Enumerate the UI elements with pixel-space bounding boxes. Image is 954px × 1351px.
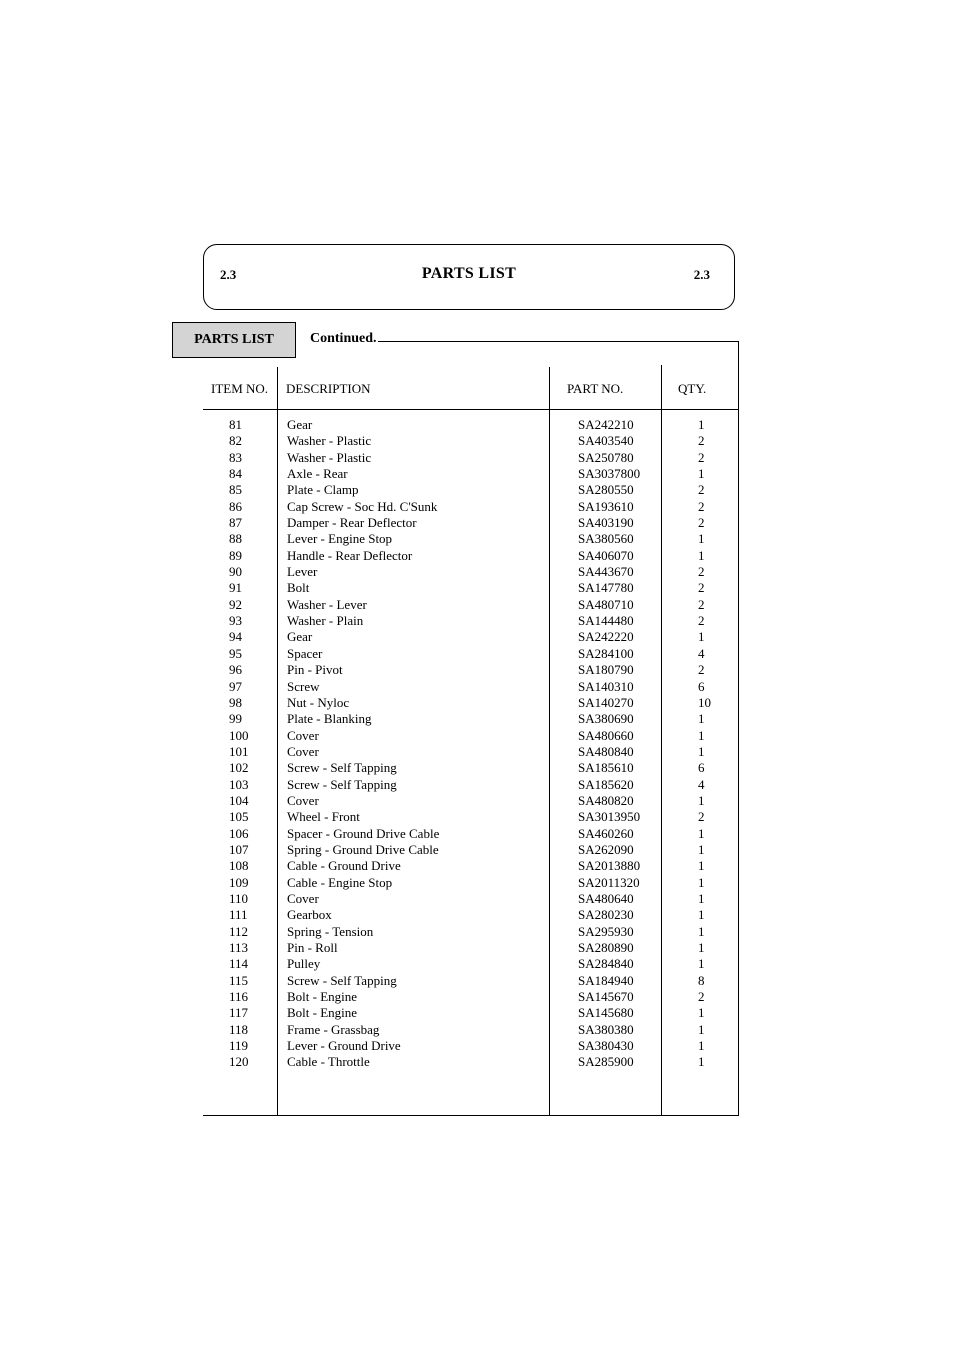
- qty-cell: 1: [698, 531, 705, 547]
- qty-cell: 1: [698, 711, 705, 727]
- description-cell: Plate - Blanking: [287, 711, 372, 727]
- qty-cell: 1: [698, 547, 705, 563]
- part-no-cell: SA2011320: [578, 874, 640, 890]
- item-no-cell: 106: [229, 825, 249, 841]
- item-no-cell: 88: [229, 531, 242, 547]
- part-no-cell: SA144480: [578, 613, 634, 629]
- item-no-cell: 115: [229, 972, 249, 988]
- qty-cell: 1: [698, 1005, 705, 1021]
- part-no-cell: SA480660: [578, 727, 634, 743]
- description-cell: Spacer: [287, 645, 323, 661]
- table-top-rule: [378, 341, 738, 342]
- item-no-cell: 82: [229, 433, 242, 449]
- qty-cell: 1: [698, 841, 705, 857]
- part-no-cell: SA184940: [578, 972, 634, 988]
- qty-cell: 1: [698, 727, 705, 743]
- table-row: [0, 613, 954, 629]
- description-cell: Axle - Rear: [287, 466, 348, 482]
- column-header-description: DESCRIPTION: [286, 381, 371, 396]
- item-no-cell: 90: [229, 564, 242, 580]
- table-row: [0, 858, 954, 874]
- section-header-box: [203, 244, 735, 310]
- description-cell: Pin - Roll: [287, 940, 338, 955]
- item-no-cell: 102: [229, 760, 249, 776]
- part-no-cell: SA3037800: [578, 466, 641, 482]
- table-row: [0, 629, 954, 645]
- part-no-cell: SA280230: [578, 907, 634, 923]
- item-no-cell: 113: [229, 940, 249, 955]
- part-no-cell: SA295930: [578, 923, 634, 939]
- table-row: [0, 564, 954, 580]
- table-row: [0, 417, 954, 433]
- qty-cell: 1: [698, 629, 705, 645]
- description-cell: Spring - Tension: [287, 923, 374, 939]
- description-cell: Damper - Rear Deflector: [287, 515, 417, 531]
- description-cell: Washer - Lever: [287, 596, 367, 612]
- description-cell: Cap Screw - Soc Hd. C'Sunk: [287, 498, 438, 514]
- qty-cell: 1: [698, 874, 705, 890]
- item-no-cell: 107: [229, 841, 249, 857]
- part-no-cell: SA285900: [578, 1054, 634, 1070]
- table-bottom-rule: [203, 1115, 739, 1116]
- item-no-cell: 116: [229, 989, 249, 1005]
- table-row: [0, 597, 954, 613]
- part-no-cell: SA3013950: [578, 809, 641, 825]
- description-cell: Screw - Self Tapping: [287, 760, 397, 776]
- table-row: [0, 1038, 954, 1054]
- item-no-cell: 83: [229, 449, 242, 465]
- item-no-cell: 94: [229, 629, 242, 645]
- qty-cell: 2: [698, 433, 705, 449]
- table-row: [0, 744, 954, 760]
- item-no-cell: 105: [229, 809, 249, 825]
- section-number-left: 2.3: [220, 267, 237, 282]
- qty-cell: 1: [698, 1054, 705, 1070]
- qty-cell: 1: [698, 940, 705, 955]
- page-title: PARTS LIST: [421, 265, 517, 282]
- part-no-cell: SA185610: [578, 760, 634, 776]
- part-no-cell: SA406070: [578, 547, 634, 563]
- item-no-cell: 109: [229, 874, 249, 890]
- part-no-cell: SA242210: [578, 417, 634, 432]
- table-row: [0, 433, 954, 449]
- part-no-cell: SA147780: [578, 580, 634, 596]
- description-cell: Cable - Engine Stop: [287, 874, 393, 890]
- item-no-cell: 81: [229, 417, 242, 432]
- description-cell: Screw: [287, 678, 320, 694]
- item-no-cell: 95: [229, 645, 242, 661]
- qty-cell: 1: [698, 923, 705, 939]
- table-row: [0, 940, 954, 956]
- part-no-cell: SA403540: [578, 433, 634, 449]
- part-no-cell: SA145680: [578, 1005, 634, 1021]
- table-row: [0, 956, 954, 972]
- table-row: [0, 777, 954, 793]
- qty-cell: 2: [698, 564, 705, 580]
- table-row: [0, 466, 954, 482]
- part-no-cell: SA480840: [578, 743, 634, 759]
- description-cell: Bolt - Engine: [287, 989, 358, 1005]
- description-cell: Cover: [287, 792, 319, 808]
- table-row: [0, 1005, 954, 1021]
- item-no-cell: 86: [229, 498, 242, 514]
- table-row: [0, 499, 954, 515]
- qty-cell: 1: [698, 1038, 705, 1054]
- qty-cell: 1: [698, 907, 705, 923]
- item-no-cell: 84: [229, 466, 242, 482]
- table-row: [0, 515, 954, 531]
- qty-cell: 1: [698, 890, 705, 906]
- description-cell: Bolt - Engine: [287, 1005, 358, 1021]
- continued-label: Continued.: [310, 331, 377, 346]
- description-cell: Lever - Ground Drive: [287, 1038, 401, 1054]
- item-no-cell: 100: [229, 727, 249, 743]
- item-no-cell: 114: [229, 956, 249, 972]
- item-no-cell: 101: [229, 743, 249, 759]
- description-cell: Gear: [287, 629, 313, 645]
- item-no-cell: 96: [229, 662, 242, 678]
- item-no-cell: 97: [229, 678, 242, 694]
- table-row: [0, 695, 954, 711]
- section-number-right: 2.3: [693, 267, 710, 282]
- part-no-cell: SA403190: [578, 515, 634, 531]
- item-no-cell: 117: [229, 1005, 249, 1021]
- part-no-cell: SA443670: [578, 564, 634, 580]
- table-row: [0, 809, 954, 825]
- description-cell: Pulley: [287, 956, 321, 972]
- table-row: [0, 1022, 954, 1038]
- part-no-cell: SA242220: [578, 629, 634, 645]
- part-no-cell: SA140310: [578, 678, 634, 694]
- part-no-cell: SA280890: [578, 940, 634, 955]
- part-no-cell: SA284100: [578, 645, 634, 661]
- column-header-item-no: ITEM NO.: [211, 381, 269, 396]
- qty-cell: 2: [698, 449, 705, 465]
- item-no-cell: 98: [229, 694, 242, 710]
- part-no-cell: SA180790: [578, 662, 634, 678]
- part-no-cell: SA284840: [578, 956, 634, 972]
- table-row: [0, 646, 954, 662]
- description-cell: Bolt: [287, 580, 310, 596]
- item-no-cell: 92: [229, 596, 242, 612]
- qty-cell: 4: [698, 776, 705, 792]
- qty-cell: 2: [698, 613, 705, 629]
- qty-cell: 2: [698, 989, 705, 1005]
- item-no-cell: 93: [229, 613, 242, 629]
- description-cell: Gearbox: [287, 907, 332, 923]
- column-header-part-no: PART NO.: [567, 381, 624, 396]
- item-no-cell: 120: [229, 1054, 249, 1070]
- table-row: [0, 728, 954, 744]
- qty-cell: 1: [698, 466, 705, 482]
- qty-cell: 6: [698, 760, 705, 776]
- item-no-cell: 89: [229, 547, 242, 563]
- qty-cell: 2: [698, 809, 705, 825]
- table-row: [0, 907, 954, 923]
- part-no-cell: SA480820: [578, 792, 634, 808]
- item-no-cell: 108: [229, 858, 249, 874]
- part-no-cell: SA250780: [578, 449, 634, 465]
- description-cell: Lever: [287, 564, 318, 580]
- part-no-cell: SA185620: [578, 776, 634, 792]
- parts-list-tab: PARTS LIST: [172, 322, 296, 358]
- description-cell: Handle - Rear Deflector: [287, 547, 413, 563]
- description-cell: Washer - Plastic: [287, 433, 372, 449]
- table-row: [0, 842, 954, 858]
- table-row: [0, 548, 954, 564]
- table-row: [0, 711, 954, 727]
- parts-table-body: [0, 417, 954, 1071]
- column-header-qty: QTY.: [678, 381, 707, 396]
- description-cell: Washer - Plain: [287, 613, 364, 629]
- description-cell: Cover: [287, 727, 319, 743]
- description-cell: Spacer - Ground Drive Cable: [287, 825, 440, 841]
- part-no-cell: SA480710: [578, 596, 634, 612]
- description-cell: Plate - Clamp: [287, 482, 359, 498]
- description-cell: Screw - Self Tapping: [287, 776, 397, 792]
- table-row: [0, 891, 954, 907]
- part-no-cell: SA2013880: [578, 858, 641, 874]
- item-no-cell: 112: [229, 923, 249, 939]
- description-cell: Nut - Nyloc: [287, 694, 350, 710]
- part-no-cell: SA262090: [578, 841, 634, 857]
- description-cell: Screw - Self Tapping: [287, 972, 397, 988]
- qty-cell: 2: [698, 580, 705, 596]
- item-no-cell: 119: [229, 1038, 249, 1054]
- description-cell: Frame - Grassbag: [287, 1021, 380, 1037]
- table-row: [0, 826, 954, 842]
- table-row: [0, 973, 954, 989]
- description-cell: Cover: [287, 743, 319, 759]
- part-no-cell: SA280550: [578, 482, 634, 498]
- description-cell: Lever - Engine Stop: [287, 531, 393, 547]
- item-no-cell: 87: [229, 515, 242, 531]
- table-row: [0, 531, 954, 547]
- qty-cell: 1: [698, 1021, 705, 1037]
- item-no-cell: 85: [229, 482, 242, 498]
- table-row: [0, 482, 954, 498]
- table-row: [0, 793, 954, 809]
- description-cell: Wheel - Front: [287, 809, 360, 825]
- qty-cell: 2: [698, 498, 705, 514]
- item-no-cell: 110: [229, 890, 249, 906]
- item-no-cell: 99: [229, 711, 242, 727]
- qty-cell: 8: [698, 972, 705, 988]
- description-cell: Cable - Ground Drive: [287, 858, 401, 874]
- table-row: [0, 679, 954, 695]
- item-no-cell: 103: [229, 776, 249, 792]
- description-cell: Cable - Throttle: [287, 1054, 370, 1070]
- description-cell: Pin - Pivot: [287, 662, 343, 678]
- qty-cell: 2: [698, 515, 705, 531]
- qty-cell: 1: [698, 792, 705, 808]
- description-cell: Spring - Ground Drive Cable: [287, 841, 439, 857]
- table-row: [0, 1054, 954, 1070]
- part-no-cell: SA193610: [578, 498, 634, 514]
- part-no-cell: SA380690: [578, 711, 634, 727]
- item-no-cell: 91: [229, 580, 242, 596]
- item-no-cell: 104: [229, 792, 249, 808]
- qty-cell: 6: [698, 678, 705, 694]
- description-cell: Cover: [287, 890, 319, 906]
- part-no-cell: SA460260: [578, 825, 634, 841]
- table-row: [0, 989, 954, 1005]
- qty-cell: 10: [698, 694, 711, 710]
- description-cell: Washer - Plastic: [287, 449, 372, 465]
- part-no-cell: SA380430: [578, 1038, 634, 1054]
- table-row: [0, 580, 954, 596]
- part-no-cell: SA380380: [578, 1021, 634, 1037]
- part-no-cell: SA380560: [578, 531, 634, 547]
- table-row: [0, 450, 954, 466]
- qty-cell: 2: [698, 596, 705, 612]
- item-no-cell: 111: [229, 907, 248, 923]
- qty-cell: 1: [698, 956, 705, 972]
- description-cell: Gear: [287, 417, 313, 432]
- item-no-cell: 118: [229, 1021, 249, 1037]
- table-row: [0, 924, 954, 940]
- table-header-rule: [203, 409, 739, 410]
- table-row: [0, 662, 954, 678]
- qty-cell: 1: [698, 417, 705, 432]
- table-row: [0, 760, 954, 776]
- part-no-cell: SA145670: [578, 989, 634, 1005]
- table-row: [0, 875, 954, 891]
- qty-cell: 1: [698, 825, 705, 841]
- qty-cell: 2: [698, 482, 705, 498]
- qty-cell: 1: [698, 743, 705, 759]
- qty-cell: 1: [698, 858, 705, 874]
- qty-cell: 4: [698, 645, 705, 661]
- part-no-cell: SA480640: [578, 890, 634, 906]
- qty-cell: 2: [698, 662, 705, 678]
- part-no-cell: SA140270: [578, 694, 634, 710]
